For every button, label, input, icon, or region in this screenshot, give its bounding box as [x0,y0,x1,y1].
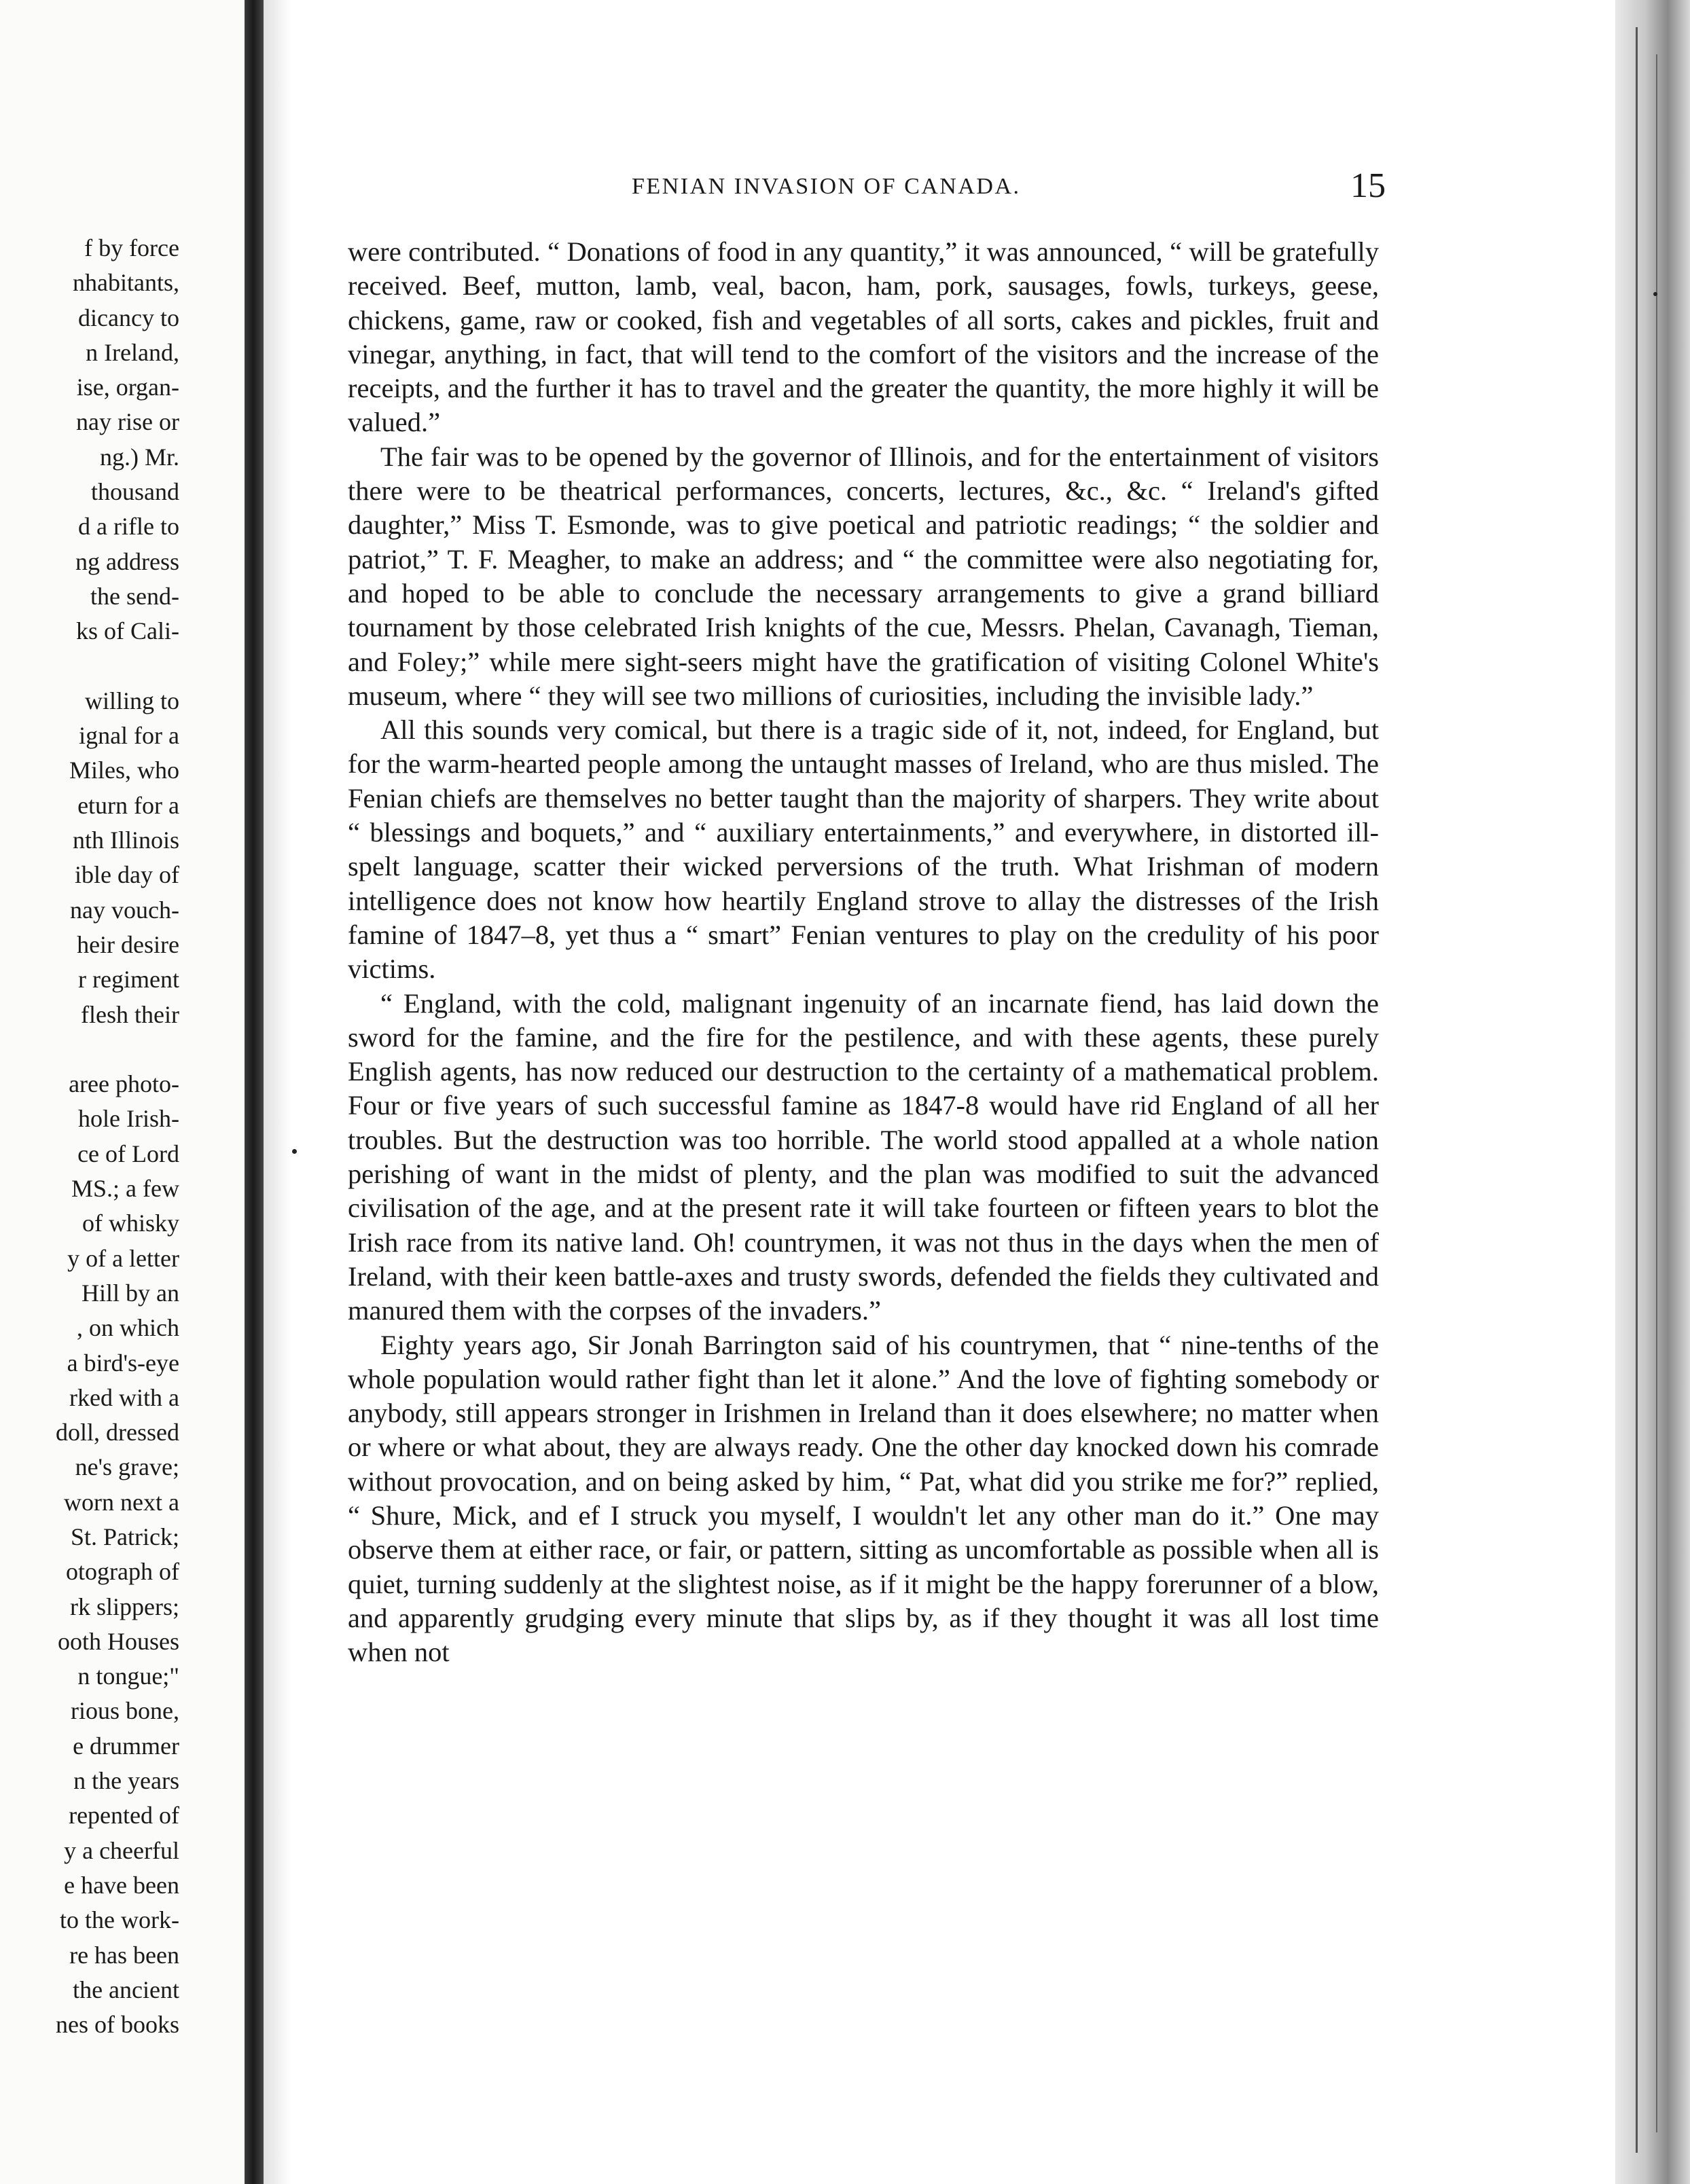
previous-page-line: MS.; a few [71,1175,179,1203]
previous-page-line: ng address [75,547,179,575]
previous-page-line: of whisky [82,1209,179,1237]
previous-page-line: ks of Cali- [76,617,179,645]
previous-page-line: rk slippers; [70,1592,179,1620]
previous-page-line: aree photo- [69,1070,179,1098]
previous-page-line [0,649,179,684]
previous-page-line: ible day of [75,861,179,889]
previous-page-line: n Ireland, [86,338,179,366]
previous-page-line: ne's grave; [75,1453,179,1481]
gutter-shadow [264,0,291,2184]
previous-page-line: nhabitants, [73,269,179,297]
previous-page-line: worn next a [64,1488,179,1516]
previous-page-line: eturn for a [77,791,179,819]
previous-page-line: repented of [69,1802,179,1830]
previous-page-line: nes of books [56,2011,179,2039]
previous-page-line: Miles, who [69,757,179,784]
previous-page-line: ng.) Mr. [100,443,179,471]
previous-page-line: re has been [69,1941,179,1969]
body-text [348,235,1379,1669]
previous-page-line: hole Irish- [78,1105,179,1133]
previous-page-line: r regiment [78,966,179,994]
previous-page-line [0,1032,179,1067]
previous-page-line: a bird's-eye [67,1349,179,1377]
previous-page-line: n the years [73,1767,179,1795]
previous-page-text [0,231,179,2042]
previous-page-line: y of a letter [67,1244,179,1272]
previous-page-line: doll, dressed [56,1419,179,1446]
previous-page-line: rked with a [69,1383,179,1411]
previous-page-line: d a rifle to [78,513,179,541]
running-head: FENIAN INVASION OF CANADA. [632,174,1021,199]
previous-page-line: the ancient [73,1976,179,2003]
previous-page-line: ce of Lord [77,1140,179,1167]
paragraph: The fair was to be opened by the governor of Illinois, and for the entertainment of visitors there were to be theatrical performances, concerts, lectures, &c., &c. “ Ireland's gifted daughter,” Miss T. Esmonde, was to give poetical and patriotic readings; “ the soldier and patriot,” T. F. Meagher, to make an address; and “ the committee were also negotiating for, and hoped to be able to conclude the necessary arrangements to give a grand billiard tournament by those celebrated Irish knights of the cue, Messrs. Phelan, Cavanagh, Tieman, and Foley;” while mere sight-seers might have the gratification of visiting Colonel White's museum, where “ they will see two millions of curiosities, including the invisible lady.” [348,441,1379,711]
paragraph: Eighty years ago, Sir Jonah Barrington said of his countrymen, that “ nine-tenths of the whole population would rather fight than let it alone.” And the love of fighting somebody or anybody, still appears stronger in Irishmen in Ireland than it does elsewhere; no matter when or where or what about, they are always ready. One the other day knocked down his comrade without provocation, and on being asked by him, “ Pat, what did you strike me for?” replied, “ Shure, Mick, and ef I struck you myself, I wouldn't let any other man do it.” One may observe them at either race, or fair, or pattern, sitting as uncomfortable as possible when all is quiet, turning suddenly at the slightest noise, as if it might be the happy forerunner of a blow, and apparently grudging every minute that slips by, as if they thought it was all lost time when not [348,1329,1379,1668]
page-edge [1615,0,1690,2184]
previous-page-line: nay vouch- [70,896,179,924]
previous-page-line: ooth Houses [58,1627,179,1655]
previous-page-line: ignal for a [79,722,179,750]
margin-mark [292,1149,297,1154]
previous-page-line: St. Patrick; [71,1523,179,1550]
previous-page-line: heir desire [77,930,179,958]
previous-page-line: nay rise or [76,408,179,436]
previous-page-line: flesh their [81,1000,179,1028]
previous-page-line: nth Illinois [72,826,179,854]
book-gutter [245,0,264,2184]
page-header [632,168,1386,209]
previous-page-line: n tongue;" [77,1662,179,1690]
previous-page-line: y a cheerful [64,1836,179,1864]
paragraph: were contributed. “ Donations of food in any quantity,” it was announced, “ will be gratefully received. Beef, mutton, lamb, veal, bacon, ham, pork, sausages, fowls, turkeys, geese, chickens, game, raw or cooked, fish and vegetables of all sorts, cakes and pickles, fruit and vinegar, anything, in fact, that will tend to the comfort of the visitors and the increase of the receipts, and the further it has to travel and the greater the quantity, the more highly it will be valued.” [348,236,1379,438]
previous-page-line: e drummer [73,1732,179,1760]
previous-page-line: f by force [84,234,179,261]
page-number: 15 [1350,166,1386,205]
previous-page-line: thousand [91,478,179,506]
previous-page-line: e have been [64,1871,179,1899]
previous-page-line: to the work- [60,1906,179,1934]
previous-page-line: Hill by an [82,1279,179,1307]
previous-page-line: rious bone, [71,1697,179,1725]
previous-page-line: the send- [90,582,179,610]
previous-page-line: willing to [84,687,179,714]
previous-page-line: , on which [77,1314,179,1342]
previous-page-line: dicancy to [78,304,179,331]
previous-page [0,0,245,2184]
previous-page-line: otograph of [66,1558,179,1586]
paragraph: “ England, with the cold, malignant ingenuity of an incarnate fiend, has laid down the sword for the famine, and the fire for the pestilence, and with these agents, these purely English agents, has now reduced our destruction to the certainty of a mathematical problem. Four or five years of such successful famine as 1847-8 would have rid England of all her troubles. But the destruction was too horrible. The world stood appalled at a whole nation perishing of want in the midst of plenty, and the plan was modified to suit the advanced civilisation of the age, and at the present rate it will take fourteen or fifteen years to blot the Irish race from its native land. Oh! countrymen, it was not thus in the days when the men of Ireland, with their keen battle-axes and trusty swords, defended the fields they cultivated and manured them with the corpses of the invaders.” [348,987,1379,1326]
edge-mark [1653,292,1657,296]
previous-page-line: ise, organ- [76,374,179,401]
paragraph: All this sounds very comical, but there is a tragic side of it, not, indeed, for England, but for the warm-hearted people among the untaught masses of Ireland, who are thus misled. The Fenian chiefs are themselves no better taught than the majority of sharpers. They write about “ blessings and boquets,” and “ auxiliary entertainments,” and everywhere, in distorted ill-spelt language, scatter their wicked perversions of the truth. What Irishman of modern intelligence does not know how heartily England strove to allay the distresses of the Irish famine of 1847–8, yet thus a “ smart” Fenian ventures to play on the credulity of his poor victims. [348,714,1379,985]
